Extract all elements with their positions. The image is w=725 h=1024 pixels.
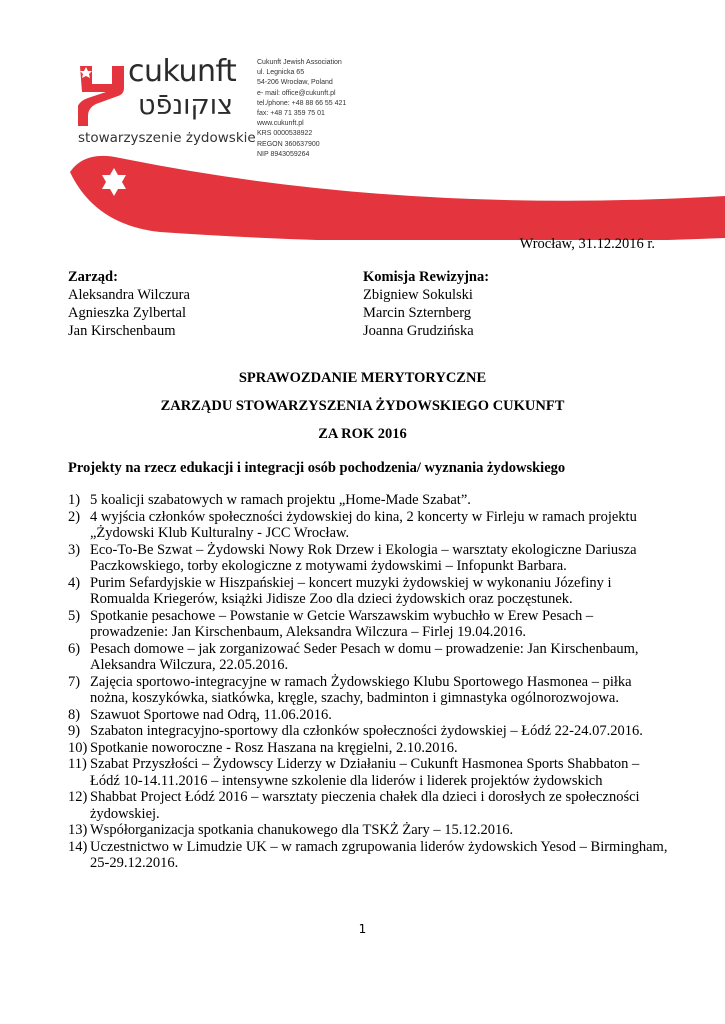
item-number: 14) — [68, 838, 88, 855]
page-number: 1 — [358, 922, 367, 936]
item-number: 10) — [68, 739, 88, 756]
item-text: Spotkanie pesachowe – Powstanie w Getcie Warszawskim wybuchło w Erew Pesach – prowadzenie: Jan Kirschenbaum, Aleksandra Wilczura – Firlej 19.04.2016. — [90, 607, 594, 640]
logo — [78, 54, 256, 154]
item-text: Eco-To-Be Szwat – Żydowski Nowy Rok Drzew i Ekologia – warsztaty ekologiczne Dariusza Paczkowskiego, torby ekologiczne z motywami żydowskimi – Infopunkt Barbara. — [90, 541, 637, 574]
contact-line: KRS 0000538922 — [257, 130, 313, 138]
list-item — [68, 492, 668, 509]
board-member: Agnieszka Zylbertal — [68, 305, 186, 321]
item-number: 12) — [68, 789, 88, 805]
list-item — [68, 608, 668, 641]
list-item — [68, 641, 668, 674]
logo-name-latin: cukunft — [128, 54, 237, 89]
item-number: 3) — [68, 541, 81, 558]
audit-committee — [363, 268, 489, 340]
item-number: 8) — [68, 706, 81, 723]
list-item — [68, 542, 668, 575]
list-item — [68, 822, 668, 839]
committee-member: Marcin Szternberg — [363, 305, 472, 321]
contact-line: 54-206 Wrocław, Poland — [257, 79, 333, 87]
report-title-line: ZA ROK 2016 — [318, 426, 407, 442]
list-item — [68, 756, 668, 789]
list-item — [68, 723, 668, 740]
report-title — [0, 369, 725, 453]
item-number: 7) — [68, 673, 81, 690]
item-number: 6) — [68, 640, 81, 657]
project-list — [68, 492, 668, 872]
item-text: Zajęcia sportowo-integracyjne w ramach Żydowskiego Klubu Sportowego Hasmonea – piłka nożna, koszykówka, siatkówka, kręgle, szachy, badminton i gimnastyka ogólnorozwojowa. — [90, 673, 632, 706]
logo-name-hebrew: צוקונפֿט — [138, 90, 234, 121]
item-text: 5 koalicji szabatowych w ramach projektu „Home-Made Szabat”. — [90, 492, 471, 508]
contact-line: ul. Legnicka 65 — [257, 69, 305, 77]
list-item — [68, 509, 668, 542]
item-number: 9) — [68, 723, 81, 739]
audit-committee-heading: Komisja Rewizyjna: — [363, 269, 490, 285]
committee-member: Joanna Grudzińska — [363, 323, 474, 339]
item-text: Pesach domowe – jak zorganizować Seder Pesach w domu – prowadzenie: Jan Kirschenbaum, Aleksandra Wilczura, 22.05.2016. — [90, 640, 639, 673]
letterhead — [0, 0, 725, 240]
list-item — [68, 740, 668, 757]
list-item — [68, 707, 668, 724]
management-board-heading: Zarząd: — [68, 269, 118, 285]
red-swoosh — [70, 156, 725, 240]
report-title-line: SPRAWOZDANIE MERYTORYCZNE — [238, 370, 487, 386]
list-item — [68, 674, 668, 707]
management-board — [68, 268, 190, 340]
item-text: Szabat Przyszłości – Żydowscy Liderzy w Działaniu – Cukunft Hasmonea Sports Shabbaton – Łódź 10-14.11.2016 – intensywne szkolenie dla liderów i liderek projektów żydowskich — [90, 756, 640, 789]
document-date: Wrocław, 31.12.2016 r. — [519, 236, 655, 252]
item-number: 11) — [68, 756, 87, 772]
logo-mark-icon — [78, 64, 128, 126]
logo-subtitle: stowarzyszenie żydowskie — [78, 130, 256, 146]
contact-website[interactable]: www.cukunft.pl — [257, 120, 304, 128]
item-text: Shabbat Project Łódź 2016 – warsztaty pieczenia chałek dla dzieci i dorosłych ze społeczności żydowskiej. — [90, 789, 640, 822]
item-text: Szabaton integracyjno-sportowy dla członków społeczności żydowskiej – Łódź 22-24.07.2016. — [90, 723, 643, 739]
report-title-line: ZARZĄDU STOWARZYSZENIA ŻYDOWSKIEGO CUKUNFT — [160, 398, 565, 414]
contact-block — [257, 58, 346, 160]
item-number: 13) — [68, 822, 88, 838]
item-text: Współorganizacja spotkania chanukowego dla TSKŻ Żary – 15.12.2016. — [90, 822, 514, 838]
list-item — [68, 839, 668, 872]
contact-line: tel./phone: +48 88 66 55 421 — [257, 99, 347, 107]
item-text: Purim Sefardyjskie w Hiszpańskiej – koncert muzyki żydowskiej w wykonaniu Józefiny i Romualda Kriegerów, książki Jidisze Zoo dla dzieci żydowskich oraz poczęstunek. — [90, 574, 612, 607]
item-text: 4 wyjścia członków społeczności żydowskiej do kina, 2 koncerty w Firleju w ramach projektu „Żydowski Klub Kulturalny - JCC Wrocław. — [90, 508, 637, 541]
contact-line: NIP 8943059264 — [257, 150, 310, 158]
item-text: Szawuot Sportowe nad Odrą, 11.06.2016. — [90, 706, 332, 723]
board-member: Aleksandra Wilczura — [68, 287, 190, 303]
board-member: Jan Kirschenbaum — [68, 323, 176, 339]
item-number: 2) — [68, 508, 81, 525]
list-item — [68, 789, 668, 822]
item-text: Spotkanie noworoczne - Rosz Haszana na kręgielni, 2.10.2016. — [90, 739, 458, 756]
item-number: 4) — [68, 574, 81, 591]
section-heading: Projekty na rzecz edukacji i integracji osób pochodzenia/ wyznania żydowskiego — [68, 460, 566, 476]
contact-line: Cukunft Jewish Association — [257, 59, 342, 66]
contact-line: fax: +48 71 359 75 01 — [257, 110, 325, 118]
committee-member: Zbigniew Sokulski — [363, 287, 473, 303]
item-number: 5) — [68, 607, 81, 624]
contact-email[interactable]: e- mail: office@cukunft.pl — [257, 89, 336, 97]
contact-line: REGON 360637900 — [257, 140, 320, 148]
list-item — [68, 575, 668, 608]
item-text: Uczestnictwo w Limudzie UK – w ramach zgrupowania liderów żydowskich Yesod – Birmingham, 25-29.12.2016. — [90, 838, 668, 871]
item-number: 1) — [68, 492, 81, 508]
